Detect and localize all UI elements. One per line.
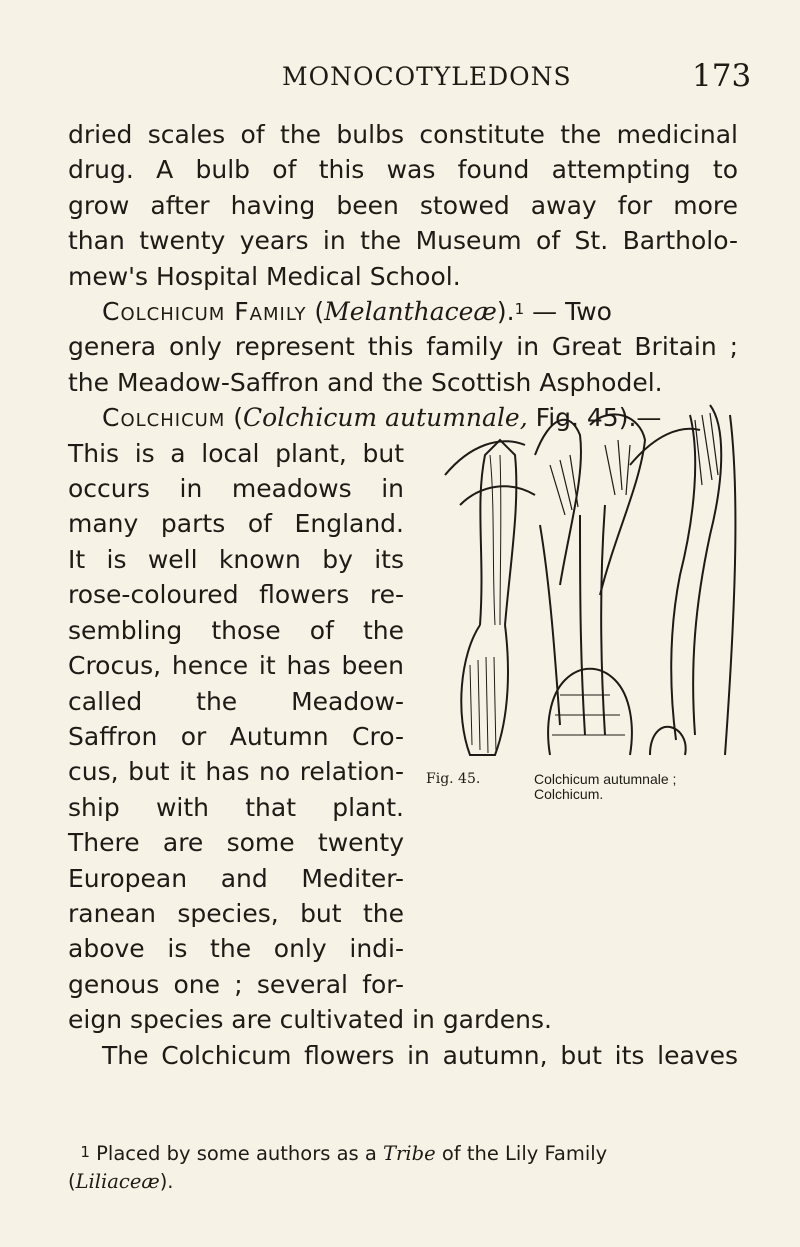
latin-species-name: Colchicum autumnale, (243, 403, 528, 433)
text-line: grow after having been stowed away for more (68, 190, 738, 220)
text-line: European and Mediter- (68, 863, 404, 893)
footnote-line (68, 1140, 738, 1168)
caption-line: Colchicum autumnale ; (534, 771, 677, 787)
text-line: Saffron or Autumn Cro- (68, 721, 404, 751)
punct: ( (225, 403, 244, 433)
punct: ( (314, 297, 325, 327)
text-line: called the Meadow- (68, 686, 404, 716)
text-line: above is the only indi- (68, 934, 404, 964)
text-line: than twenty years in the Museum of St. Bartholo- (68, 226, 738, 256)
text-line: rose-coloured flowers re- (68, 580, 404, 610)
text-line: ranean species, but the (68, 898, 404, 928)
colchicum-illustration (440, 395, 740, 765)
section-heading: Colchicum (102, 403, 226, 433)
text-run: of the Lily Family (435, 1142, 608, 1165)
punct: ( (68, 1170, 76, 1193)
latin-family-name: Melanthaceæ (324, 297, 497, 327)
text-line: genous one ; several for- (68, 969, 404, 999)
text-line: drug. A bulb of this was found attempting to (68, 155, 738, 185)
text-line: There are some twenty (68, 828, 404, 858)
text-line: Crocus, hence it has been (68, 651, 404, 681)
text-line: ship with that plant. (68, 792, 404, 822)
text-line: The Colchicum flowers in autumn, but its leaves (102, 1040, 738, 1070)
punct: ). (496, 297, 515, 327)
figure-label: Fig. 45. (426, 771, 481, 787)
punct: ). (159, 1170, 174, 1193)
text-line: This is a local plant, but (68, 438, 404, 468)
footnote (68, 1140, 738, 1196)
caption-line: Colchicum. (534, 786, 604, 802)
text-line: occurs in meadows in (68, 474, 404, 504)
text-line: sembling those of the (68, 615, 404, 645)
footnote-ref: 1 (514, 300, 525, 319)
running-title: MONOCOTYLEDONS (282, 62, 572, 91)
italic-term: Liliaceæ (75, 1170, 160, 1193)
text-line: It is well known by its (68, 544, 404, 574)
page-header (0, 58, 800, 102)
wrapped-column (68, 436, 404, 1003)
text-line: eign species are cultivated in gardens. (68, 1005, 552, 1035)
text-line: mew's Hospital Medical School. (68, 261, 461, 291)
italic-term: Tribe (383, 1142, 436, 1165)
text-line: cus, but it has no relation- (68, 757, 404, 787)
text-line: the Meadow-Saffron and the Scottish Asphodel. (68, 367, 663, 397)
text-line: genera only represent this family in Great Britain ; (68, 332, 738, 362)
text-line: dried scales of the bulbs constitute the medicinal (68, 120, 738, 149)
footnote-marker: 1 (80, 1143, 90, 1161)
text-line: many parts of England. (68, 509, 404, 539)
text-run: — Two (524, 297, 612, 327)
text-run: Placed by some authors as a (89, 1142, 384, 1165)
page-number: 173 (692, 58, 752, 94)
footnote-line (68, 1168, 738, 1196)
section-heading: Colchicum Family (102, 297, 307, 327)
figure-reference: Fig. 45).— (527, 403, 662, 433)
family-heading-line (68, 294, 738, 329)
flower-drawing-icon (440, 395, 740, 765)
